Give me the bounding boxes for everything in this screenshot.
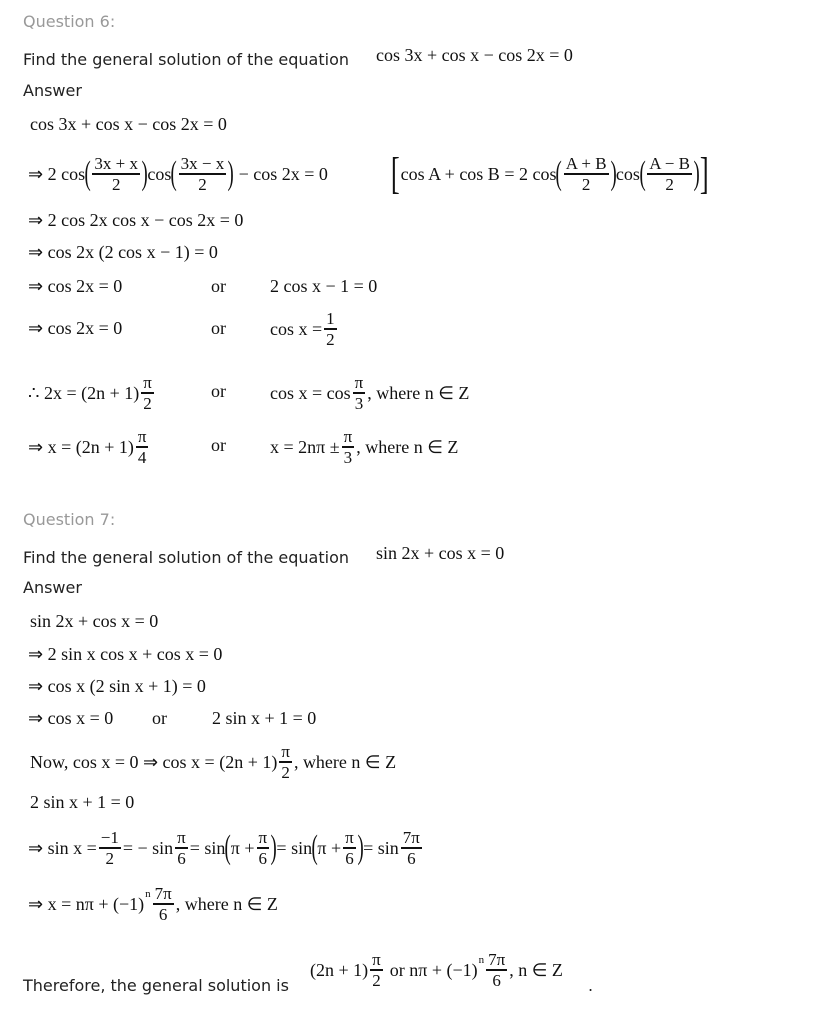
q6-step-5-right: 2 cos x − 1 = 0 bbox=[270, 276, 378, 296]
q6-identity-frac-1: $\frac{A + B}{2}$ bbox=[565, 153, 607, 194]
q7-step-7: ⇒ sin x = $\frac{-1}{2}$ = − sin $\frac{\pi}{6}$ = sin ( π + $\frac{\pi}{6}$ ) = sin ( π + $\frac{\pi}{6}$ ) = sin $\frac{7\pi}{6}$ bbox=[28, 827, 420, 868]
q7-conclusion-math: (2n + 1) $\frac{\pi}{2}$ or nπ + (−1) n $\frac{7\pi}{6}$ , n ∈ Z bbox=[310, 949, 563, 990]
question-7-heading: Question 7: bbox=[23, 510, 116, 529]
question-7-answer-label: Answer bbox=[23, 578, 82, 597]
q6-step-4: ⇒ cos 2x (2 cos x − 1) = 0 bbox=[28, 242, 218, 262]
q6-step-7-left: ∴ 2x = (2n + 1) $\frac{\pi}{2}$ bbox=[28, 372, 152, 413]
q7-step-4-or: or bbox=[152, 708, 167, 728]
q6-step-6-frac: $\frac{1}{2}$ bbox=[326, 308, 335, 349]
q6-step-8-left: ⇒ x = (2n + 1) $\frac{\pi}{4}$ bbox=[28, 426, 147, 467]
q7-step-5-frac: $\frac{\pi}{2}$ bbox=[281, 741, 290, 782]
q7-step-8-frac: $\frac{7\pi}{6}$ bbox=[154, 883, 172, 924]
q6-step-6-left: ⇒ cos 2x = 0 bbox=[28, 318, 123, 338]
q6-step-2: ⇒ 2 cos ( $\frac{3x + x}{2}$ ) cos ( $\frac{3x - x}{2}$ ) − cos 2x = 0 bbox=[28, 153, 328, 194]
q6-step-8-right-frac: $\frac{\pi}{3}$ bbox=[343, 426, 353, 467]
q6-step-5-left: ⇒ cos 2x = 0 bbox=[28, 276, 123, 296]
q6-step-7-or: or bbox=[211, 381, 226, 401]
q6-step-8-left-frac: $\frac{\pi}{4}$ bbox=[137, 426, 147, 467]
q7-step-2: ⇒ 2 sin x cos x + cos x = 0 bbox=[28, 644, 223, 664]
question-7-equation: sin 2x + cos x = 0 bbox=[376, 543, 505, 563]
q6-step-2-post: − cos 2x = 0 bbox=[238, 163, 328, 184]
q7-conclusion-period: . bbox=[588, 976, 594, 995]
q6-identity-pre: cos A + cos B = 2 cos bbox=[400, 163, 557, 184]
q7-step-7-frac-5: $\frac{7\pi}{6}$ bbox=[402, 827, 420, 868]
q7-step-6: 2 sin x + 1 = 0 bbox=[30, 792, 135, 812]
q6-identity-frac-2: $\frac{A - B}{2}$ bbox=[649, 153, 690, 194]
q6-identity: [ cos A + cos B = 2 cos ( $\frac{A + B}{2}$ ) cos ( $\frac{A - B}{2}$ ) ] bbox=[390, 149, 710, 198]
q7-step-8: ⇒ x = nπ + (−1) n $\frac{7\pi}{6}$ , where n ∈ Z bbox=[28, 883, 278, 924]
q7-step-5: Now, cos x = 0 ⇒ cos x = (2n + 1) $\frac{\pi}{2}$ , where n ∈ Z bbox=[30, 741, 397, 782]
q6-identity-mid: cos bbox=[615, 163, 640, 184]
question-6-answer-label: Answer bbox=[23, 81, 82, 100]
q7-step-4-left: ⇒ cos x = 0 bbox=[28, 708, 114, 728]
q6-step-3: ⇒ 2 cos 2x cos x − cos 2x = 0 bbox=[28, 210, 244, 230]
q7-step-4-right: 2 sin x + 1 = 0 bbox=[212, 708, 317, 728]
q6-step-2-frac-1: $\frac{3x + x}{2}$ bbox=[94, 153, 138, 194]
q6-step-8-or: or bbox=[211, 435, 226, 455]
q7-step-7-frac-1: $\frac{-1}{2}$ bbox=[100, 827, 119, 868]
q6-step-2-mid: cos bbox=[147, 163, 172, 184]
q6-step-1: cos 3x + cos x − cos 2x = 0 bbox=[30, 114, 227, 134]
q6-step-8-right: x = 2nπ ± $\frac{\pi}{3}$ , where n ∈ Z bbox=[270, 426, 459, 467]
q7-conclusion-text: Therefore, the general solution is bbox=[23, 976, 289, 995]
q6-step-2-frac-2: $\frac{3x - x}{2}$ bbox=[180, 153, 225, 194]
q7-step-7-frac-4: $\frac{\pi}{6}$ bbox=[345, 827, 354, 868]
question-7-prompt: Find the general solution of the equation bbox=[23, 548, 349, 567]
q7-conclusion-frac-2: $\frac{7\pi}{6}$ bbox=[488, 949, 506, 990]
question-6-heading: Question 6: bbox=[23, 12, 116, 31]
q6-step-7-right-frac: $\frac{\pi}{3}$ bbox=[354, 372, 364, 413]
q7-step-3: ⇒ cos x (2 sin x + 1) = 0 bbox=[28, 676, 206, 696]
q7-step-1: sin 2x + cos x = 0 bbox=[30, 611, 159, 631]
q6-step-7-left-frac: $\frac{\pi}{2}$ bbox=[143, 372, 152, 413]
q6-step-2-pre: ⇒ 2 cos bbox=[28, 163, 86, 184]
question-6-equation: cos 3x + cos x − cos 2x = 0 bbox=[376, 45, 573, 65]
q6-step-5-or: or bbox=[211, 276, 226, 296]
q6-step-6-or: or bbox=[211, 318, 226, 338]
q7-step-7-frac-2: $\frac{\pi}{6}$ bbox=[177, 827, 186, 868]
q6-step-6-right: cos x = $\frac{1}{2}$ bbox=[270, 308, 335, 349]
question-6-prompt: Find the general solution of the equation bbox=[23, 50, 349, 69]
q7-step-7-frac-3: $\frac{\pi}{6}$ bbox=[258, 827, 268, 868]
q7-conclusion-frac-1: $\frac{\pi}{2}$ bbox=[372, 949, 381, 990]
q6-step-7-right: cos x = cos $\frac{\pi}{3}$ , where n ∈ Z bbox=[270, 372, 470, 413]
